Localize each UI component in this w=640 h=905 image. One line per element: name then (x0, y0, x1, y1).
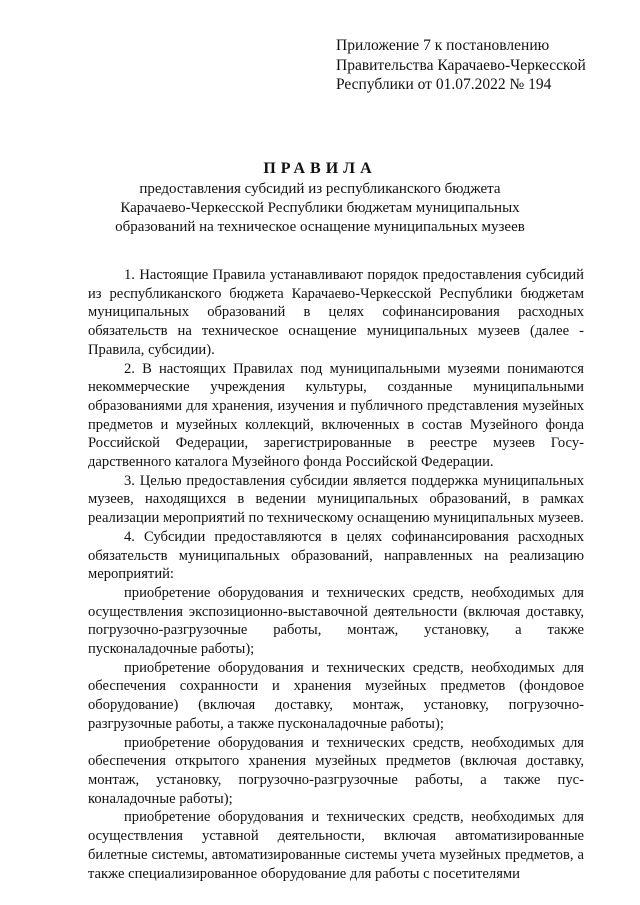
subtitle-line: Карачаево-Черкесской Республики бюджетам муниципальных (120, 200, 520, 216)
document-subtitle (0, 180, 640, 237)
annex-line: Приложение 7 к постановлению (336, 37, 550, 54)
list-item-open-storage-equipment: приобретение оборудования и технических средств, необходимых для обеспечения открытого хранения музейных предметов (включая доставку, монтаж, установку, погрузочно-разгрузочные работы, а также пусконаладочные работы); (88, 734, 584, 807)
subtitle-line: образований на техническое оснащение муниципальных музеев (115, 219, 525, 235)
annex-line: Республики от 01.07.2022 № 194 (336, 76, 552, 93)
document-body (88, 266, 584, 883)
paragraph-4: 4. Субсидии предоставляются в целях софинансирования расходных обязательств муниципальных образований, направленных на реализацию мероприятий: (88, 528, 584, 583)
list-item-exhibition-equipment: приобретение оборудования и технических средств, необходимых для осуществления экспозиционно-выставочной деятельности (включая доставку, погрузочно-разгрузочные работы, монтаж, установку, а также пусконаладочные работы); (88, 584, 584, 658)
paragraph-1: 1. Настоящие Правила устанавливают порядок предоставления субсидий из республиканского бюджета Карачаево-Черкесской Республики бюджетам муниципальных образований в целях софинансирования расходных обязательств на техническое оснащение муниципальных музеев (далее - Правила, субсидии). (88, 267, 584, 358)
subtitle-line: предоставления субсидий из республиканского бюджета (139, 181, 501, 197)
annex-reference (336, 36, 586, 95)
document-title: ПРАВИЛА (263, 160, 377, 177)
paragraph-3: 3. Целью предоставления субсидии является поддержка муниципальных музеев, находящихся в ведении муниципальных образований, в рамках реализации мероприятий по техническому оснащению муниципальных музеев. (88, 472, 584, 527)
annex-line: Правительства Карачаево-Черкесской (336, 56, 586, 74)
list-item-statutory-activity-equipment: приобретение оборудования и технических средств, необходимых для осуществления уставной деятельности, включая автоматизированные билетные системы, автоматизированные системы учета музейных предметов, а также специализированное оборудование для работы с посетителями (88, 809, 584, 882)
paragraph-2: 2. В настоящих Правилах под муниципальными музеями понимаются некоммерческие учреждения культуры, созданные муниципальными образованиями для хранения, изучения и публичного представления музейных предметов и музейных коллекций, включенных в состав Музейного фонда Российской Федерации, зарегистрированные в реестре музеев Государственного каталога Музейного фонда Российской Федерации. (88, 360, 584, 471)
list-item-storage-equipment: приобретение оборудования и технических средств, необходимых для обеспечения сохранности и хранения музейных предметов (фондовое оборудование) (включая доставку, монтаж, установку, погрузочно-разгрузочные работы, а также пусконаладочные работы); (88, 659, 584, 732)
